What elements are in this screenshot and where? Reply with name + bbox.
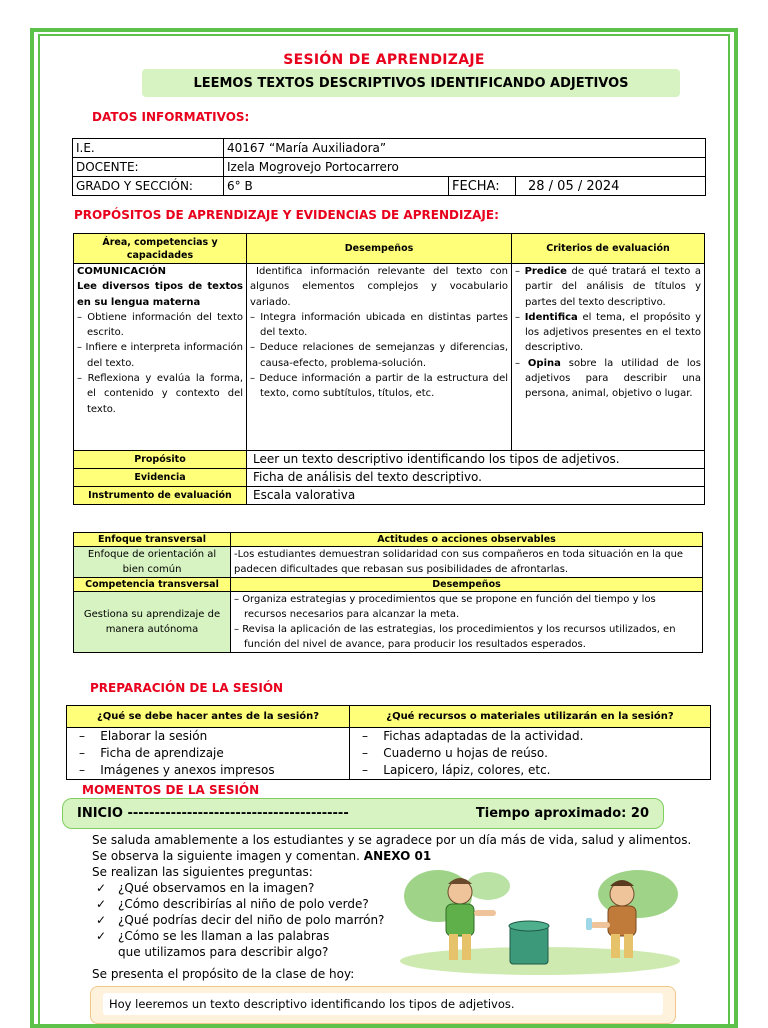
list-item: ✓ ¿Qué podrías decir del niño de polo marrón? bbox=[96, 913, 385, 927]
purpose-box bbox=[90, 986, 676, 1024]
datos-table bbox=[72, 138, 706, 196]
col-recursos: ¿Qué recursos o materiales utilizarán en la sesión? bbox=[350, 706, 711, 728]
preparacion-table bbox=[66, 705, 711, 780]
ie-value: 40167 “María Auxiliadora” bbox=[224, 139, 706, 158]
inicio-label: INICIO ----------------------------------------- bbox=[77, 806, 349, 821]
list-item: – Infiere e interpreta información del texto. bbox=[77, 342, 243, 369]
list-item: – Lapicero, lápiz, colores, etc. bbox=[362, 763, 551, 777]
evidencia-label: Evidencia bbox=[74, 469, 247, 487]
purpose-text: Hoy leeremos un texto descriptivo identificando los tipos de adjetivos. bbox=[103, 993, 663, 1015]
desempeno-intro: Identifica información relevante del texto con algunos elementos complejos y vocabulario variado. bbox=[250, 266, 508, 308]
docente-label: DOCENTE: bbox=[73, 158, 224, 177]
check-icon: ✓ bbox=[96, 897, 107, 911]
datos-heading: DATOS INFORMATIVOS: bbox=[92, 110, 250, 124]
col-enfoque: Enfoque transversal bbox=[74, 533, 231, 547]
competencia-name: Lee diversos tipos de textos en su lengua materna bbox=[77, 281, 243, 308]
area-cell bbox=[74, 264, 247, 451]
list-item: – Identifica el tema, el propósito y los adjetivos presentes en el texto descriptivo. bbox=[515, 311, 701, 354]
grado-value: 6° B bbox=[224, 177, 449, 196]
tiempo-label: Tiempo aproximado: 20 bbox=[475, 806, 649, 821]
comp-value: Gestiona su aprendizaje de manera autónoma bbox=[74, 592, 231, 653]
comp-desempenos-cell bbox=[231, 592, 703, 653]
proposito-label: Propósito bbox=[74, 451, 247, 469]
list-item: – Deduce relaciones de semejanzas y diferencias, causa-efecto, problema-solución. bbox=[250, 342, 508, 369]
check-icon: ✓ bbox=[96, 929, 107, 943]
actitud-value: -Los estudiantes demuestran solidaridad con sus compañeros en toda situación en la que padecen dificultades que rebasan sus posibilidades de afrontarlas. bbox=[231, 547, 703, 578]
criterios-cell bbox=[512, 264, 705, 451]
comp-desempenos-label: Desempeños bbox=[231, 578, 703, 592]
proposito-value: Leer un texto descriptivo identificando los tipos de adjetivos. bbox=[247, 451, 705, 469]
list-item: – Fichas adaptadas de la actividad. bbox=[362, 729, 584, 743]
list-item: – Reflexiona y evalúa la forma, el contenido y contexto del texto. bbox=[77, 373, 244, 415]
col-desempenos: Desempeños bbox=[247, 234, 512, 264]
criterios-list bbox=[515, 264, 701, 402]
inicio-bar bbox=[62, 798, 664, 829]
desempenos-cell bbox=[247, 264, 512, 451]
purpose-intro: Se presenta el propósito de la clase de hoy: bbox=[92, 967, 355, 981]
propositos-table bbox=[73, 233, 705, 505]
ie-label: I.E. bbox=[73, 139, 224, 158]
anexo-label: ANEXO 01 bbox=[363, 849, 432, 863]
enfoque-value: Enfoque de orientación al bien común bbox=[74, 547, 231, 578]
questions-intro: Se realizan las siguientes preguntas: bbox=[92, 865, 313, 879]
grado-label: GRADO Y SECCIÓN: bbox=[73, 177, 224, 196]
instrumento-label: Instrumento de evaluación bbox=[74, 487, 247, 505]
page-title: SESIÓN DE APRENDIZAJE bbox=[283, 52, 485, 68]
greeting-line: Se saluda amablemente a los estudiantes y se agradece por un día más de vida, salud y alimentos. bbox=[92, 833, 692, 847]
list-item: – Deduce información a partir de la estructura del texto, como subtítulos, títulos, etc. bbox=[250, 373, 508, 400]
preparacion-heading: PREPARACIÓN DE LA SESIÓN bbox=[90, 681, 284, 695]
list-item: – Revisa la aplicación de las estrategias, los procedimientos y los recursos utilizados, en función del nivel de avance, para producir los resultados esperados. bbox=[234, 624, 676, 650]
list-item: – Obtiene información del texto escrito. bbox=[77, 311, 243, 339]
list-item: – Ficha de aprendizaje bbox=[79, 746, 224, 760]
momentos-heading: MOMENTOS DE LA SESIÓN bbox=[82, 783, 260, 797]
capacidades-list bbox=[77, 310, 243, 417]
observe-line: Se observa la siguiente imagen y comentan. ANEXO 01 bbox=[92, 849, 432, 863]
list-item: – Cuaderno u hojas de reúso. bbox=[362, 746, 548, 760]
instrumento-value: Escala valorativa bbox=[247, 487, 705, 505]
enfoque-table bbox=[73, 532, 703, 653]
docente-value: Izela Mogrovejo Portocarrero bbox=[224, 158, 706, 177]
col-actitudes: Actitudes o acciones observables bbox=[231, 533, 703, 547]
list-item: ✓ ¿Cómo se les llaman a las palabras que utilizamos para describir algo? bbox=[96, 929, 330, 959]
session-subtitle: LEEMOS TEXTOS DESCRIPTIVOS IDENTIFICANDO ADJETIVOS bbox=[142, 69, 680, 97]
anexo-illustration bbox=[398, 866, 682, 976]
questions-list bbox=[96, 880, 384, 960]
list-item: – Elaborar la sesión bbox=[79, 729, 208, 743]
check-icon: ✓ bbox=[96, 881, 107, 895]
check-icon: ✓ bbox=[96, 913, 107, 927]
list-item: ✓ ¿Cómo describirías al niño de polo verde? bbox=[96, 897, 369, 911]
area-name: COMUNICACIÓN bbox=[77, 266, 167, 277]
comp-label: Competencia transversal bbox=[74, 578, 231, 592]
col-criterios: Criterios de evaluación bbox=[512, 234, 705, 264]
list-item: – Imágenes y anexos impresos bbox=[79, 763, 275, 777]
fecha-value: 28 / 05 / 2024 bbox=[516, 177, 706, 196]
antes-cell bbox=[67, 728, 350, 780]
list-item: – Organiza estrategias y procedimientos que se propone en función del tiempo y los recursos necesarios para alcanzar la meta. bbox=[234, 594, 656, 620]
col-antes: ¿Qué se debe hacer antes de la sesión? bbox=[67, 706, 350, 728]
recursos-cell bbox=[350, 728, 711, 780]
evidencia-value: Ficha de análisis del texto descriptivo. bbox=[247, 469, 705, 487]
list-item: – Predice de qué tratará el texto a partir del análisis de títulos y partes del texto descriptivo. bbox=[515, 266, 701, 308]
list-item: ✓ ¿Qué observamos en la imagen? bbox=[96, 881, 315, 895]
desempenos-list bbox=[250, 310, 508, 402]
list-item: – Integra información ubicada en distintas partes del texto. bbox=[250, 311, 508, 339]
fecha-label: FECHA: bbox=[449, 177, 516, 196]
list-item: – Opina sobre la utilidad de los adjetivos para describir una persona, animal, objetivo o lugar. bbox=[515, 357, 701, 400]
propositos-heading: PROPÓSITOS DE APRENDIZAJE Y EVIDENCIAS DE APRENDIZAJE: bbox=[74, 208, 499, 222]
col-area: Área, competencias y capacidades bbox=[74, 234, 247, 264]
